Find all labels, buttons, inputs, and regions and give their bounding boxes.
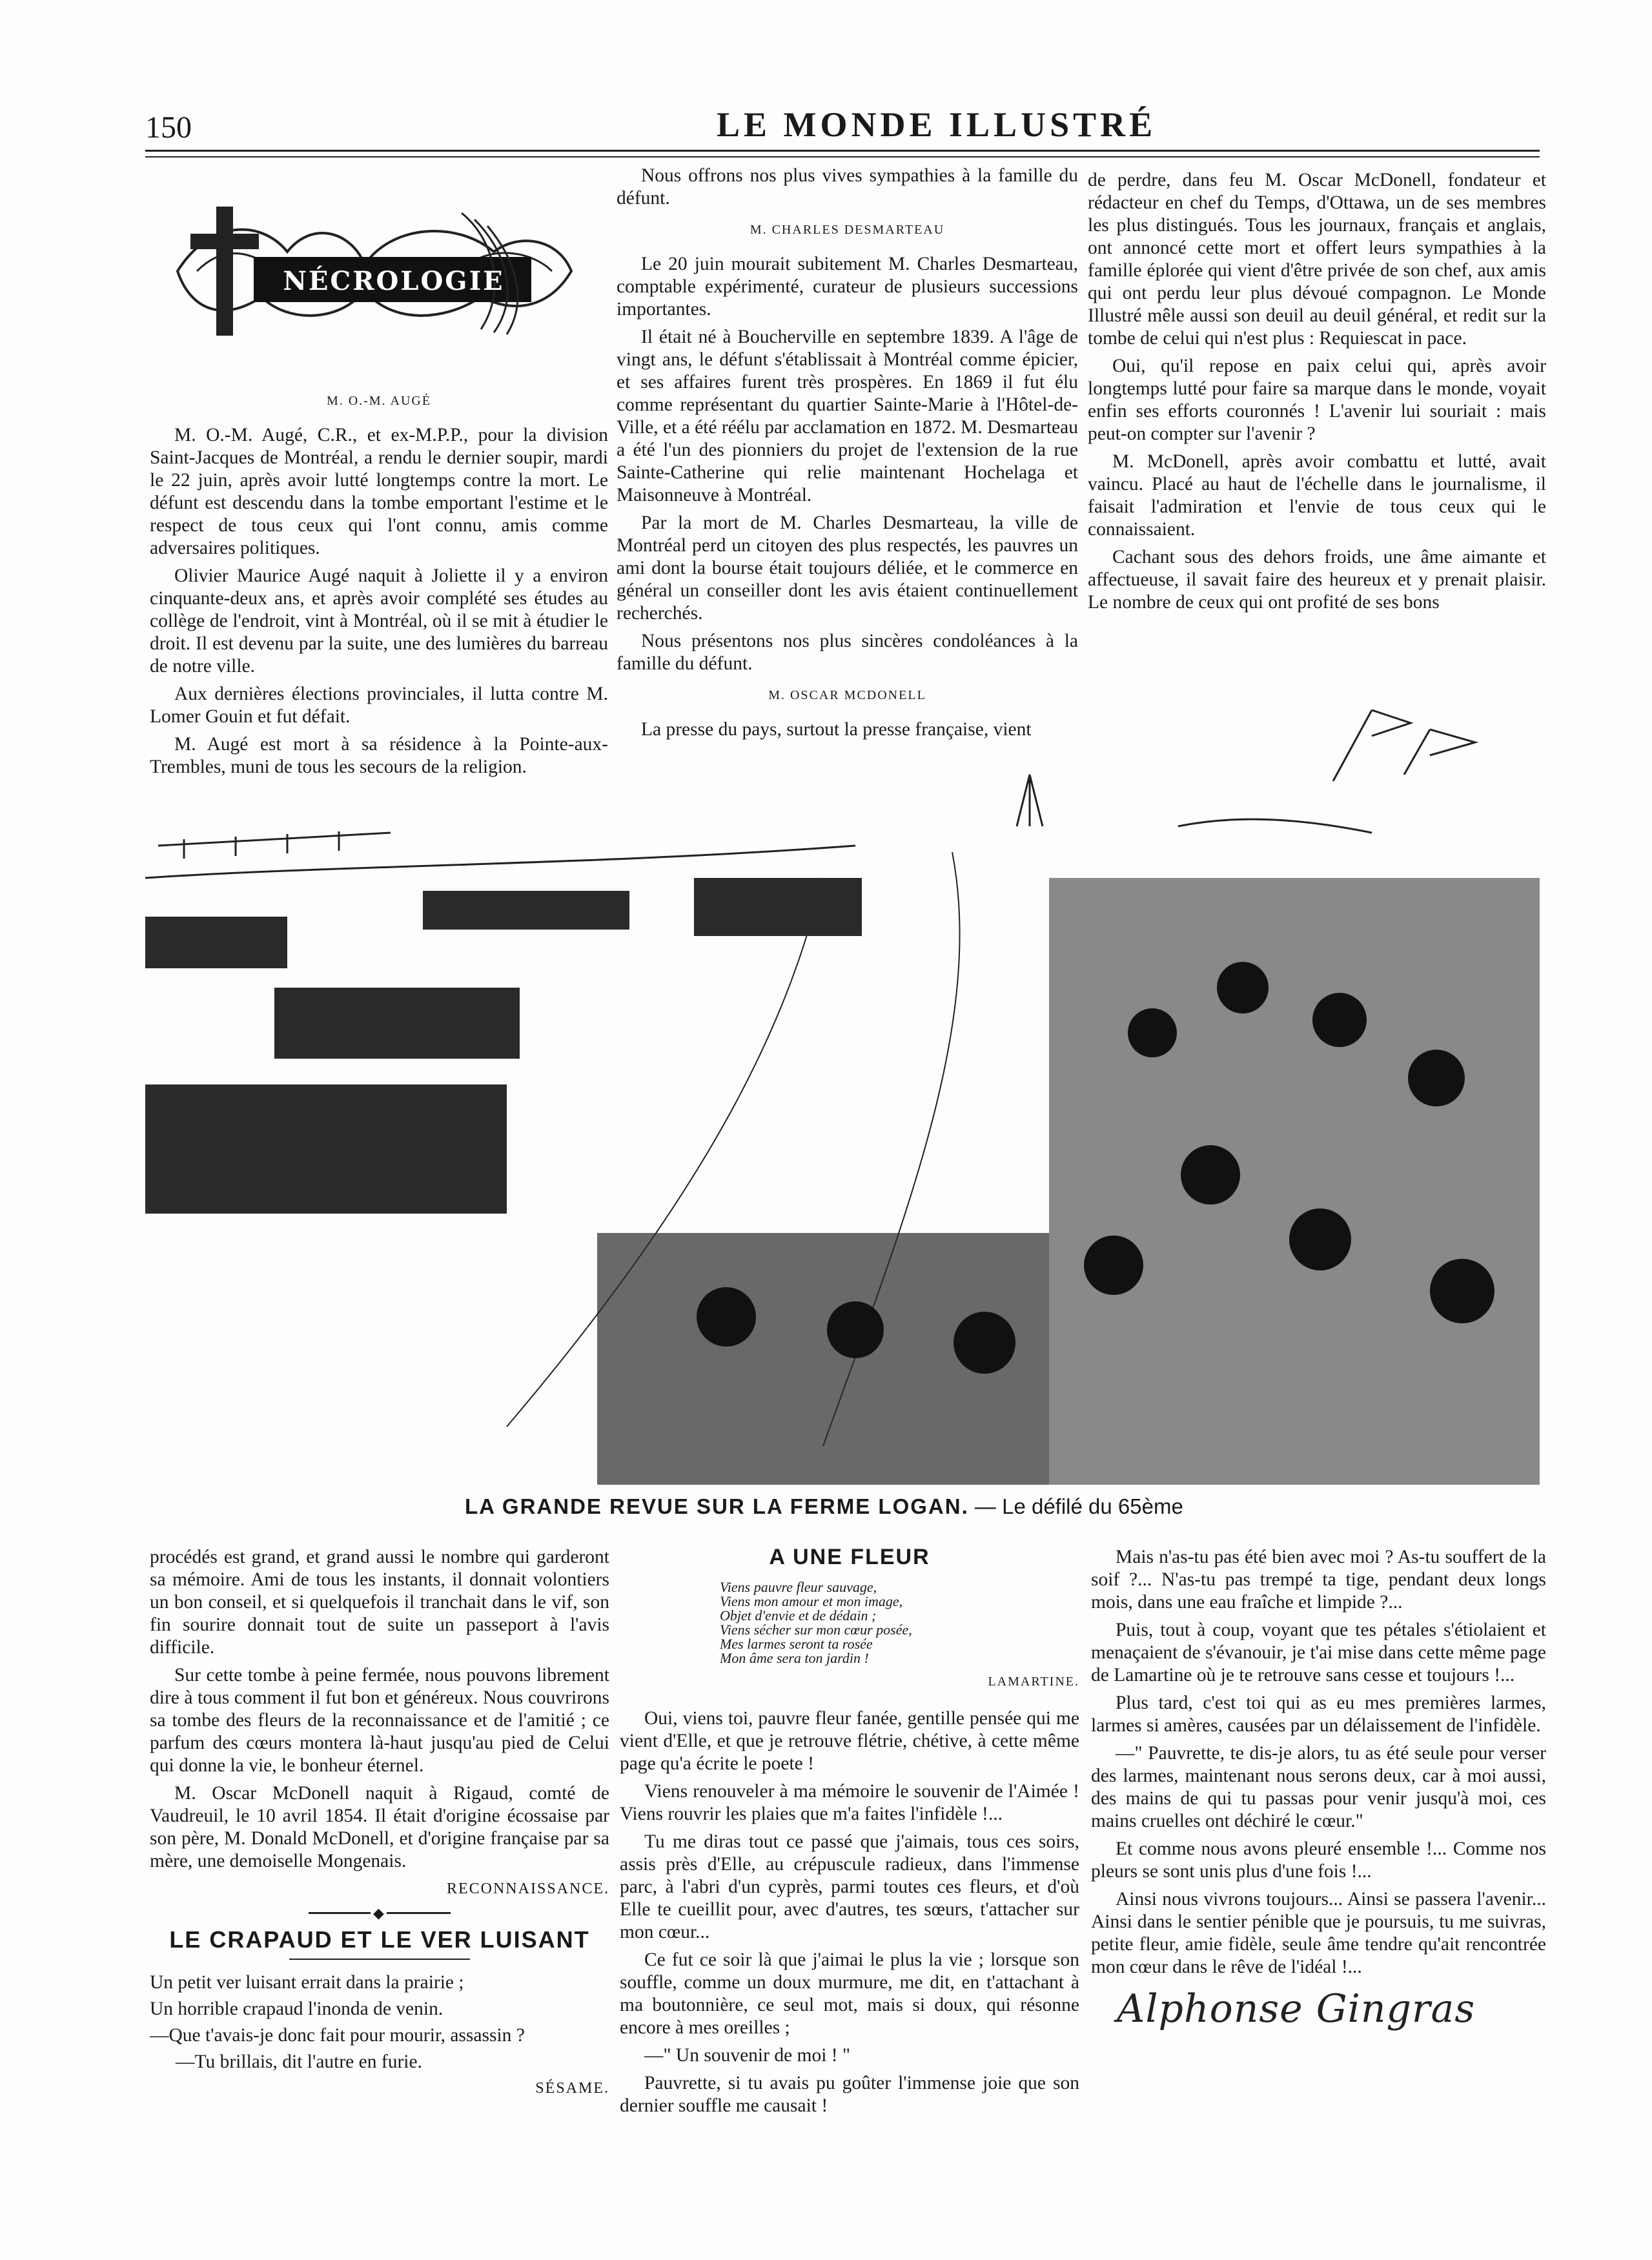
paragraph: Cachant sous des dehors froids, une âme aimante et affectueuse, il savait faire des heureux et y prenait plaisir. Le nombre de ceux qui ont profité de ses bons bbox=[1088, 547, 1546, 613]
paragraph: Et comme nous avons pleuré ensemble !... Comme nos pleurs se sont unis plus d'une fois !... bbox=[1091, 1838, 1546, 1882]
handwritten-signature: Alphonse Gingras bbox=[1117, 1986, 1476, 2031]
auge-title: M. O.-M. AUGÉ bbox=[326, 394, 432, 408]
paragraph: Par la mort de M. Charles Desmarteau, la ville de Montréal perd un citoyen des plus respectés, les pauvres un ami dont la bourse était toujours déliée, et le commerce en général un conseiller dont les avis étaient continuellement recherchés. bbox=[617, 513, 1078, 624]
paragraph: Oui, viens toi, pauvre fleur fanée, gentille pensée qui me vient d'Elle, et que je retrouve flétrie, chétive, à cette même page qu'a écrite le poete ! bbox=[620, 1708, 1079, 1774]
paragraph: Ainsi nous vivrons toujours... Ainsi se passera l'avenir... Ainsi dans le sentier pénible que je poursuis, tu me suivras, petite fleur, amie fidèle, seule âme tendre qu'ait rencontrée mon cœur dans le rêve de l'idéal !... bbox=[1091, 1889, 1546, 1977]
ornament-divider bbox=[309, 1912, 451, 1914]
paragraph: Puis, tout à coup, voyant que tes pétales s'étiolaient et menaçaient de s'évanouir, je t'ai mise dans cette même page de Lamartine où je te retrouve sans cesse et toujours !... bbox=[1091, 1620, 1546, 1685]
fable-title: LE CRAPAUD ET LE VER LUISANT bbox=[169, 1926, 590, 1953]
masthead: LE MONDE ILLUSTRÉ bbox=[717, 105, 1157, 144]
paragraph: Viens renouveler à ma mémoire le souvenir de l'Aimée ! Viens rouvrir les plaies que m'a faites l'infidèle !... bbox=[620, 1781, 1079, 1824]
fable-line: Un horrible crapaud l'inonda de venin. bbox=[150, 1999, 444, 2019]
poem-title: A UNE FLEUR bbox=[769, 1545, 930, 1569]
necrologie-banner-text: NÉCROLOGIE bbox=[283, 266, 505, 296]
fable-poem bbox=[150, 1971, 609, 2073]
caption-title: LA GRANDE REVUE SUR LA FERME LOGAN. bbox=[465, 1494, 969, 1518]
paragraph: Olivier Maurice Augé naquit à Joliette il y a environ cinquante-deux ans, et après avoir complété ses études au collège de l'endroit, vint à Montréal, où il se mit à étudier le droit. Il est devenu par la suite, une des lumières du barreau de notre ville. bbox=[150, 565, 608, 677]
paragraph: Nous présentons nos plus sincères condoléances à la famille du défunt. bbox=[617, 631, 1078, 674]
paragraph: Pauvrette, si tu avais pu goûter l'immense joie que son dernier souffle me causait ! bbox=[620, 2073, 1079, 2116]
reconnaissance-signature: RECONNAISSANCE. bbox=[446, 1880, 609, 1897]
mcdonell-title: M. OSCAR MCDONELL bbox=[768, 688, 926, 702]
necrologie-banner bbox=[158, 194, 584, 342]
desmarteau-title: M. CHARLES DESMARTEAU bbox=[750, 223, 945, 237]
paragraph: Oui, qu'il repose en paix celui qui, après avoir longtemps lutté pour faire sa marque dans le monde, voyait enfin ses efforts couronnés ! L'avenir lui souriait : mais peut-on compter sur l'avenir ? bbox=[1088, 356, 1546, 444]
epigraph bbox=[720, 1580, 1079, 1665]
header-rule bbox=[145, 150, 1540, 152]
fable-line: Un petit ver luisant errait dans la prairie ; bbox=[150, 1972, 464, 1993]
parade-engraving bbox=[145, 684, 1540, 1485]
paragraph: de perdre, dans feu M. Oscar McDonell, fondateur et rédacteur en chef du Temps, d'Ottawa, un de ses membres les plus distingués. Tous les journaux, français et anglais, ont annoncé cette mort et offert leurs sympathies à la famille éplorée qui vient d'être privée de son chef, aux amis qui ont perdu leur plus dévoué compagnon. Le Monde Illustré mêle aussi son deuil au deuil général, et redit sur la tombe de celui qui n'est plus : Requiescat in pace. bbox=[1088, 170, 1546, 349]
page-number: 150 bbox=[145, 110, 192, 145]
epigraph-line: Viens mon amour et mon image, bbox=[720, 1593, 903, 1609]
paragraph: —" Pauvrette, te dis-je alors, tu as été seule pour verser des larmes, maintenant nous serons deux, car à moi aussi, des mains de qui tu passas pour venir jusqu'à moi, ces mains cruelles ont déchiré le cœur." bbox=[1091, 1743, 1546, 1831]
illustration-caption bbox=[465, 1494, 1183, 1519]
illustration-parade bbox=[145, 684, 1540, 1485]
paragraph: M. Augé est mort à sa résidence à la Pointe-aux-Trembles, muni de tous les secours de la religion. bbox=[150, 734, 608, 777]
paragraph: Aux dernières élections provinciales, il lutta contre M. Lomer Gouin et fut défait. bbox=[150, 684, 608, 727]
paragraph: Ce fut ce soir là que j'aimai le plus la vie ; lorsque son souffle, comme un doux murmure, me dit, en t'attachant à ma boutonnière, ce seul mot, mais si doux, qui résonne encore à mes oreilles ; bbox=[620, 1950, 1079, 2038]
paragraph: Nous offrons nos plus vives sympathies à la famille du défunt. bbox=[617, 165, 1078, 209]
epigraph-line: Viens sécher sur mon cœur posée, bbox=[720, 1622, 912, 1638]
paragraph: Plus tard, c'est toi qui as eu mes premières larmes, larmes si amères, causées par un délaissement de l'infidèle. bbox=[1091, 1693, 1546, 1736]
epigraph-line: Viens pauvre fleur sauvage, bbox=[720, 1579, 877, 1595]
column-3-bottom bbox=[1091, 1546, 1546, 2031]
column-1-bottom bbox=[150, 1546, 609, 2100]
paragraph: M. Oscar McDonell naquit à Rigaud, comté de Vaudreuil, le 10 avril 1854. Il était d'origine écossaise par son père, M. Donald McDonell, et d'origine française par sa mère, une demoiselle Mongenais. bbox=[150, 1783, 609, 1871]
paragraph: Mais n'as-tu pas été bien avec moi ? As-tu souffert de la soif ?... N'as-tu pas trempé ta tige, pendant deux longs mois, dans une eau fraîche et limpide ?... bbox=[1091, 1547, 1546, 1613]
fable-title-underline bbox=[289, 1959, 470, 1960]
paragraph: Il était né à Boucherville en septembre 1839. A l'âge de vingt ans, le défunt s'établissait à Montréal comme épicier, et ses affaires furent très prospères. En 1869 il fut élu comme représentant du quartier Sainte-Marie à l'Hôtel-de-Ville, et a été réélu par acclamation en 1872. M. Desmarteau a été l'un des pionniers du projet de l'extension de la rue Sainte-Catherine qui relie maintenant Hochelaga et Maisonneuve à Montréal. bbox=[617, 327, 1078, 505]
epigraph-line: Objet d'envie et de dédain ; bbox=[720, 1607, 877, 1624]
paragraph: M. O.-M. Augé, C.R., et ex-M.P.P., pour la division Saint-Jacques de Montréal, a rendu le dernier soupir, mardi le 22 juin, après avoir lutté longtemps contre la mort. Le défunt est descendu dans la tombe emportant l'estime et le respect de tous ceux qui l'ont connu, amis comme adversaires politiques. bbox=[150, 425, 608, 558]
fable-line: —Que t'avais-je donc fait pour mourir, assassin ? bbox=[150, 2025, 525, 2046]
fable-signature: SÉSAME. bbox=[535, 2080, 609, 2097]
paragraph: Tu me diras tout ce passé que j'aimais, tous ces soirs, assis près d'Elle, au crépuscule radieux, dans l'immense parc, à l'abri d'un cyprès, parmi toutes ces fleurs, et d'où Elle te cueillit pour, avec d'autres, tes sœurs, t'attacher sur mon cœur... bbox=[620, 1831, 1079, 1942]
column-3-top bbox=[1088, 169, 1546, 619]
header-rule-thin bbox=[145, 156, 1540, 158]
paragraph: —" Un souvenir de moi ! " bbox=[644, 2045, 851, 2066]
epigraph-line: Mes larmes seront ta rosée bbox=[720, 1636, 873, 1652]
paragraph: M. McDonell, après avoir combattu et lutté, avait vaincu. Placé au haut de l'échelle dans le journalisme, il faisait l'admiration et l'envie de tous ceux qui le connaissaient. bbox=[1088, 451, 1546, 540]
epigraph-author: LAMARTINE. bbox=[988, 1675, 1079, 1689]
paragraph: procédés est grand, et grand aussi le nombre qui garderont sa mémoire. Ami de tous les instants, il donnait volontiers un bon conseil, et si quelquefois il tranchait dans le vif, son fin sourire donnait tout de suite un passeport à l'avis difficile. bbox=[150, 1547, 609, 1658]
paragraph: Sur cette tombe à peine fermée, nous pouvons librement dire à tous comment il fut bon et généreux. Nous couvrirons sa tombe des fleurs de la reconnaissance et de l'amitié ; ce parfum des cœurs montera là-haut jusqu'au pied de Celui qui donne la vie, le bonheur éternel. bbox=[150, 1665, 609, 1776]
caption-rest: — Le défilé du 65ème bbox=[968, 1494, 1183, 1518]
column-2-bottom bbox=[620, 1540, 1079, 2123]
paragraph: Le 20 juin mourait subitement M. Charles Desmarteau, comptable expérimenté, curateur de plusieurs successions importantes. bbox=[617, 254, 1078, 320]
fable-line: —Tu brillais, dit l'autre en furie. bbox=[176, 2051, 422, 2072]
paragraph: La presse du pays, surtout la presse française, vient bbox=[641, 719, 1032, 740]
epigraph-line: Mon âme sera ton jardin ! bbox=[720, 1650, 869, 1666]
column-2-top bbox=[617, 165, 1078, 746]
